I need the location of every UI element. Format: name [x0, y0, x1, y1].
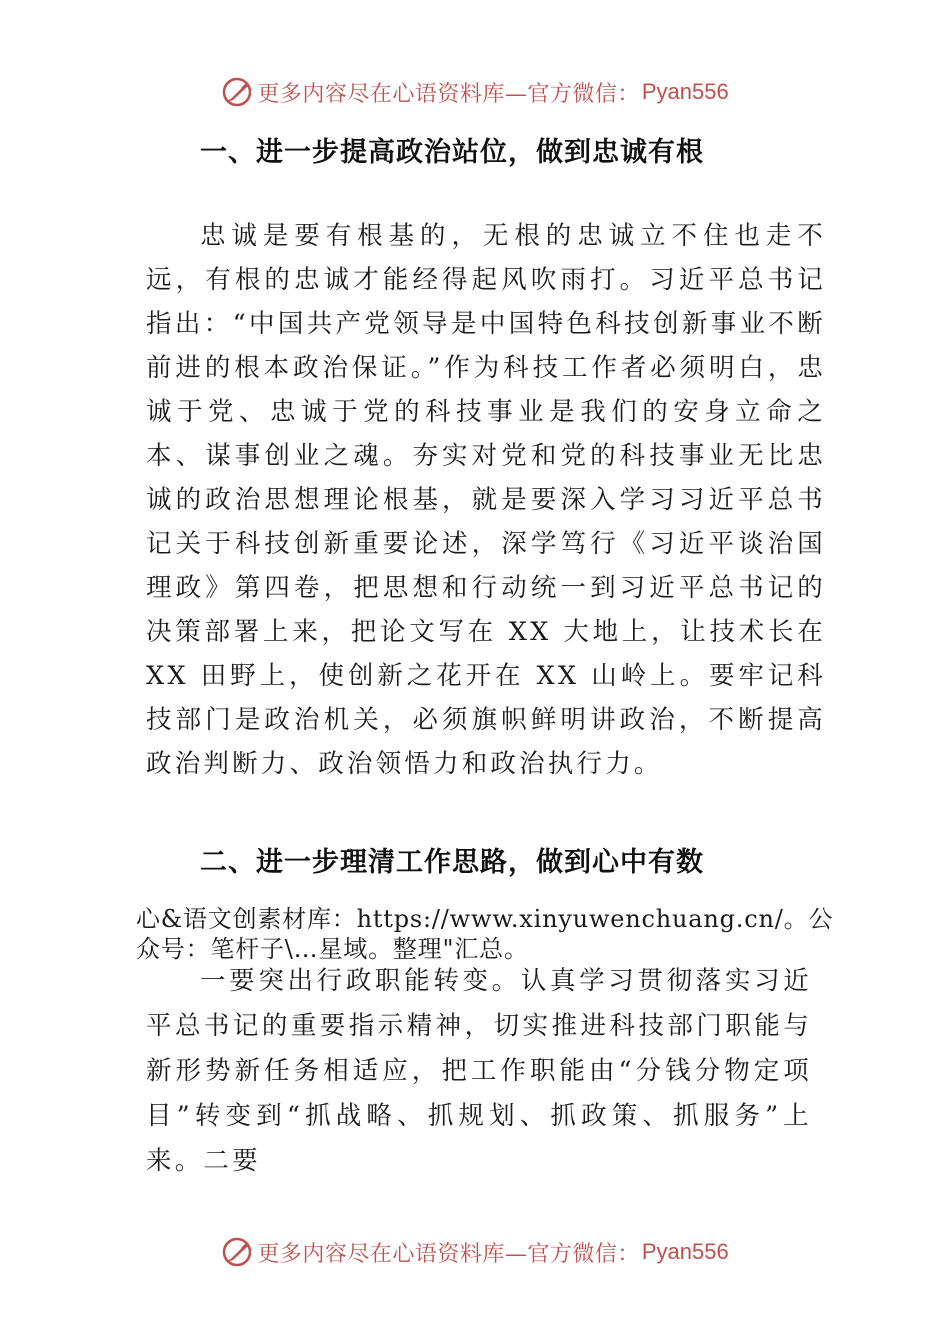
- section-1-heading: 一、进一步提高政治站位，做到忠诚有根: [200, 137, 704, 168]
- watermark-text: 更多内容尽在心语资料库—官方微信：: [257, 1241, 640, 1267]
- footer-watermark: [0, 1236, 950, 1268]
- watermark-text: 更多内容尽在心语资料库—官方微信：: [257, 81, 640, 107]
- watermark-wechat-id: Pyan556: [641, 79, 729, 104]
- feather-logo-icon: [221, 76, 253, 108]
- section-2-paragraph: 一要突出行政职能转变。认真学习贯彻落实习近平总书记的重要指示精神，切实推进科技部门职能与新形势新任务相适应，把工作职能由“分钱分物定项目”转变到“抓战略、抓规划、抓政策、抓服务”上来。二要: [146, 966, 812, 1176]
- watermark-wechat-id: Pyan556: [641, 1239, 729, 1264]
- feather-logo-icon: [221, 1236, 253, 1268]
- section-2-heading: 二、进一步理清工作思路，做到心中有数: [200, 847, 704, 878]
- source-note: 心&语文创素材库：https://www.xinyuwenchuang.cn/。公众号：笔杆子\…星域。整理"汇总。: [136, 905, 834, 963]
- header-watermark: [0, 76, 950, 108]
- section-1-paragraph: 忠诚是要有根基的，无根的忠诚立不住也走不远，有根的忠诚才能经得起风吹雨打。习近平总书记指出：“中国共产党领导是中国特色科技创新事业不断前进的根本政治保证。”作为科技工作者必须明白，忠诚于党、忠诚于党的科技事业是我们的安身立命之本、谋事创业之魂。夯实对党和党的科技事业无比忠诚的政治思想理论根基，就是要深入学习习近平总书记关于科技创新重要论述，深学笃行《习近平谈治国理政》第四卷，把思想和行动统一到习近平总书记的决策部署上来，把论文写在 XX 大地上，让技术长在 XX 田野上，使创新之花开在 XX 山岭上。要牢记科技部门是政治机关，必须旗帜鲜明讲政治，不断提高政治判断力、政治领悟力和政治执行力。: [146, 221, 826, 779]
